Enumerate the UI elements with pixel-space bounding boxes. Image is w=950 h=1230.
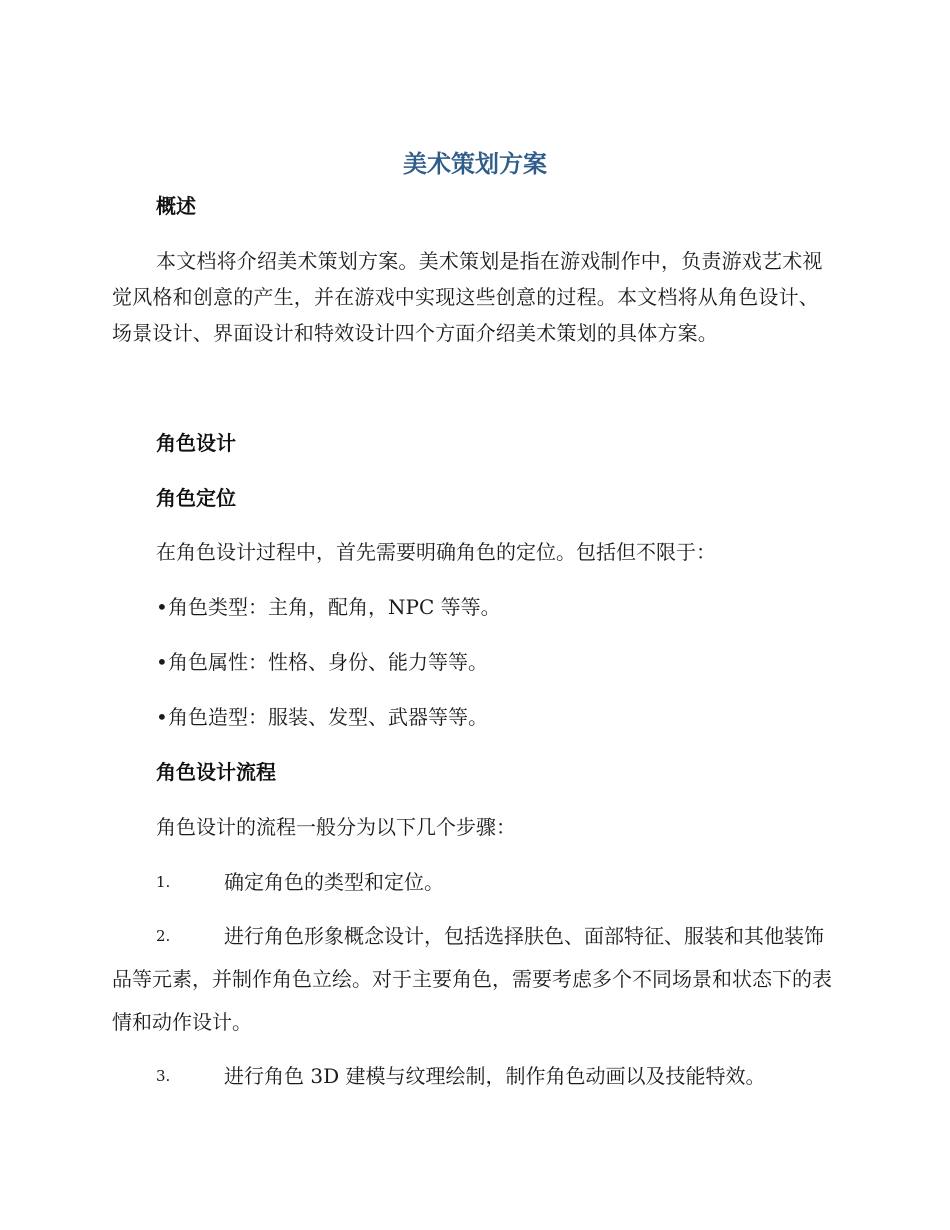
- bullet-marker: •: [156, 650, 168, 674]
- step-number: 3.: [156, 1067, 171, 1085]
- list-item-text: 角色属性：性格、身份、能力等等。: [168, 650, 488, 674]
- list-item-text: 角色造型：服装、发型、武器等等。: [168, 705, 488, 729]
- step-number: 2.: [156, 927, 171, 945]
- step-number: 1.: [156, 873, 171, 891]
- list-item: [156, 592, 501, 622]
- document-title: 美术策划方案: [403, 150, 547, 178]
- overview-paragraph: 本文档将介绍美术策划方案。美术策划是指在游戏制作中，负责游戏艺术视觉风格和创意的产生，并在游戏中实现这些创意的过程。本文档将从角色设计、场景设计、界面设计和特效设计四个方面介绍美术策划的具体方案。: [112, 249, 823, 345]
- numbered-step: [112, 915, 834, 1044]
- bullet-marker: •: [156, 595, 168, 619]
- list-item-text: 角色类型：主角，配角，NPC 等等。: [168, 595, 501, 619]
- character-positioning-heading: 角色定位: [156, 486, 236, 510]
- list-item: [156, 647, 488, 677]
- character-design-heading: 角色设计: [156, 431, 236, 455]
- step-text: 进行角色 3D 建模与纹理绘制，制作角色动画以及技能特效。: [224, 1064, 766, 1088]
- character-process-heading: 角色设计流程: [156, 760, 276, 784]
- bullet-marker: •: [156, 705, 168, 729]
- process-intro: 角色设计的流程一般分为以下几个步骤：: [156, 815, 516, 839]
- step-text: 进行角色形象概念设计，包括选择肤色、面部特征、服装和其他装饰品等元素，并制作角色立绘。对于主要角色，需要考虑多个不同场景和状态下的表情和动作设计。: [112, 924, 832, 1034]
- overview-heading: 概述: [156, 194, 196, 218]
- list-item: [156, 702, 488, 732]
- step-text: 确定角色的类型和定位。: [224, 870, 444, 894]
- positioning-intro: 在角色设计过程中，首先需要明确角色的定位。包括但不限于：: [156, 540, 716, 564]
